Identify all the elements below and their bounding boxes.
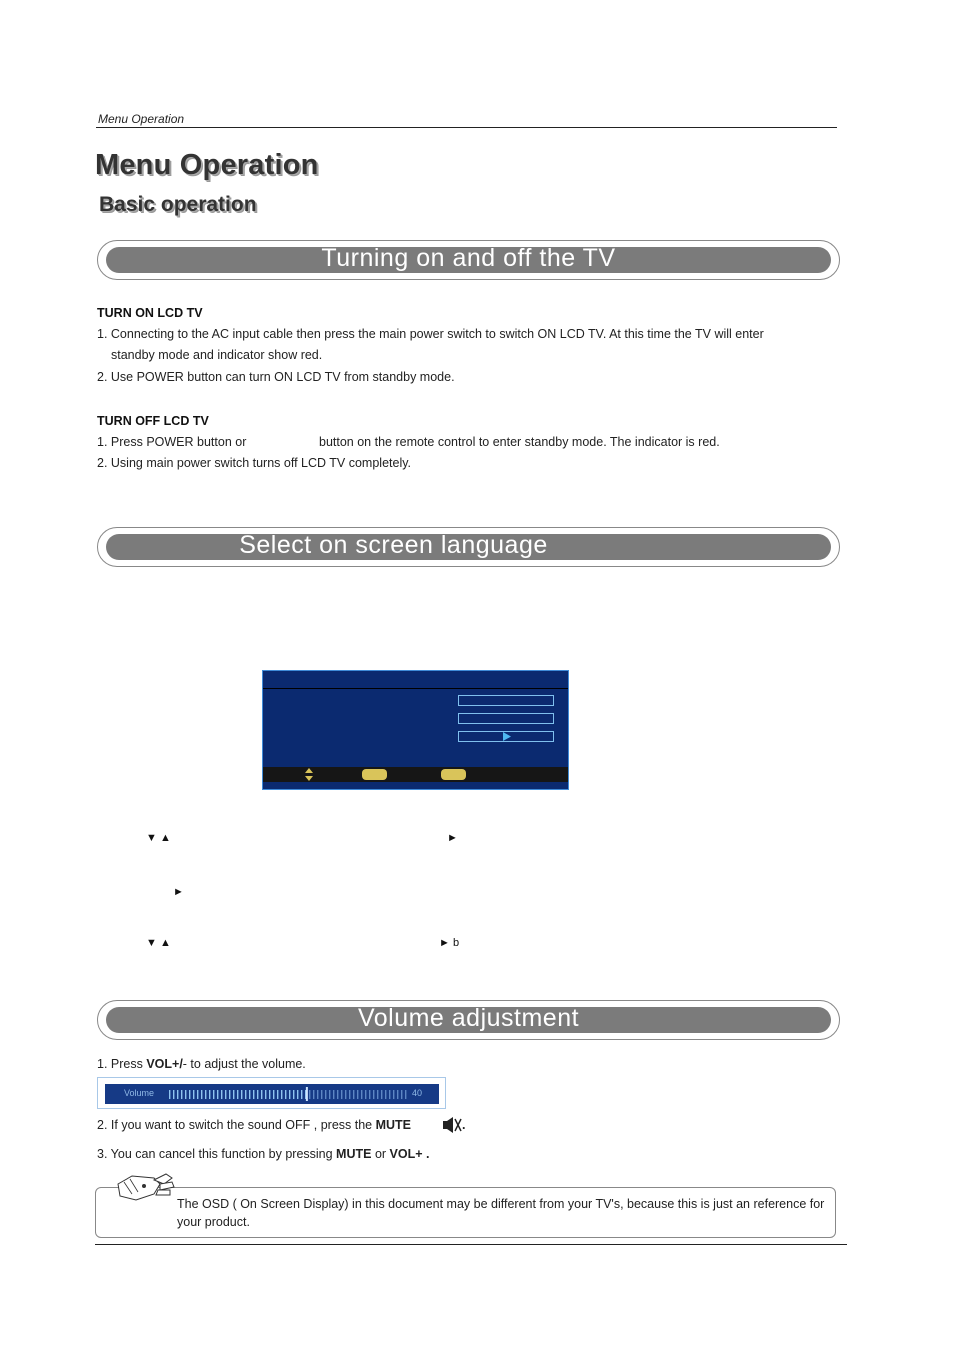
osd-option-box — [458, 713, 554, 724]
volume-tick — [173, 1090, 174, 1099]
volume-tick — [345, 1090, 346, 1099]
volume-tick — [249, 1090, 250, 1099]
page-title: Menu Operation — [95, 149, 319, 181]
volume-tick — [197, 1090, 198, 1099]
volume-tick — [261, 1090, 262, 1099]
volume-tick — [301, 1090, 302, 1099]
volume-tick — [193, 1090, 194, 1099]
volume-step2: 2. If you want to switch the sound OFF , press the MUTE — [97, 1118, 412, 1132]
volume-tick — [401, 1090, 402, 1099]
right-arrow: ► b — [439, 937, 460, 949]
volume-tick — [189, 1090, 190, 1099]
volume-tick — [245, 1090, 246, 1099]
volume-tick — [361, 1090, 362, 1099]
volume-step3: 3. You can cancel this function by pressing MUTE or VOL+ . — [97, 1147, 430, 1161]
volume-osd-label: Volume — [124, 1088, 155, 1098]
volume-tick — [221, 1090, 222, 1099]
volume-tick — [329, 1090, 330, 1099]
volume-tick — [309, 1090, 310, 1099]
turn-off-step1-a: 1. Press POWER button or — [97, 435, 247, 449]
osd-option-box-selected — [458, 731, 554, 742]
volume-tick — [233, 1090, 234, 1099]
volume-tick — [349, 1090, 350, 1099]
volume-tick — [169, 1090, 170, 1099]
osd-header-rule — [263, 688, 568, 689]
volume-tick — [317, 1090, 318, 1099]
volume-tick — [237, 1090, 238, 1099]
volume-tick — [241, 1090, 242, 1099]
volume-tick — [273, 1090, 274, 1099]
down-up-arrows: ▼ ▲ — [146, 832, 171, 844]
volume-osd-value: 40 — [411, 1088, 422, 1098]
turn-on-heading: TURN ON LCD TV — [97, 306, 203, 320]
volume-tick — [369, 1090, 370, 1099]
running-head: Menu Operation — [98, 112, 185, 126]
volume-tick — [337, 1090, 338, 1099]
osd-option-box — [458, 695, 554, 706]
volume-tick — [377, 1090, 378, 1099]
volume-tick — [405, 1090, 406, 1099]
osd-key-icon — [362, 769, 387, 780]
volume-tick — [285, 1090, 286, 1099]
up-down-icon — [305, 768, 313, 781]
note-hand-icon — [114, 1170, 176, 1204]
volume-tick — [297, 1090, 298, 1099]
right-arrow-icon — [502, 732, 512, 741]
volume-tick — [213, 1090, 214, 1099]
volume-tick — [209, 1090, 210, 1099]
turn-off-step1-b: button on the remote control to enter standby mode. The indicator is red. — [319, 435, 720, 449]
down-up-arrows: ▼ ▲ — [146, 937, 171, 949]
right-arrow: ► — [173, 886, 184, 898]
volume-tick — [293, 1090, 294, 1099]
volume-tick — [353, 1090, 354, 1099]
header-rule — [96, 127, 837, 128]
volume-tick — [253, 1090, 254, 1099]
volume-tick — [389, 1090, 390, 1099]
volume-tick — [225, 1090, 226, 1099]
section-banner-power-label: Turning on and off the TV — [321, 244, 616, 272]
osd-footer — [263, 767, 568, 782]
section-banner-language-label: Select on screen language — [239, 531, 548, 559]
note-text: The OSD ( On Screen Display) in this document may be different from your TV's, because this is just an reference for your product. — [177, 1197, 825, 1229]
volume-tick — [385, 1090, 386, 1099]
right-arrow: ► — [447, 832, 458, 844]
volume-osd-screenshot — [97, 1077, 446, 1109]
language-osd-screenshot — [262, 670, 569, 790]
volume-step2-end: . — [462, 1118, 466, 1132]
note-box — [95, 1187, 836, 1238]
volume-tick — [341, 1090, 342, 1099]
volume-tick — [373, 1090, 374, 1099]
volume-tick — [177, 1090, 178, 1099]
section-banner-volume — [97, 1000, 840, 1040]
footer-rule — [95, 1244, 847, 1245]
turn-off-step2: 2. Using main power switch turns off LCD TV completely. — [97, 456, 412, 470]
volume-tick — [257, 1090, 258, 1099]
volume-step1: 1. Press VOL+/- to adjust the volume. — [97, 1057, 306, 1071]
turn-off-heading: TURN OFF LCD TV — [97, 414, 209, 428]
volume-tick — [397, 1090, 398, 1099]
osd-key-icon — [441, 769, 466, 780]
volume-tick — [229, 1090, 230, 1099]
volume-tick — [365, 1090, 366, 1099]
volume-tick — [269, 1090, 270, 1099]
volume-tick — [381, 1090, 382, 1099]
volume-tick — [325, 1090, 326, 1099]
volume-tick — [313, 1090, 314, 1099]
mute-icon — [442, 1116, 462, 1134]
turn-on-step1-line2: standby mode and indicator show red. — [111, 348, 323, 362]
volume-tick — [185, 1090, 186, 1099]
volume-tick — [357, 1090, 358, 1099]
volume-tick — [205, 1090, 206, 1099]
volume-bar — [105, 1084, 439, 1104]
volume-tick — [321, 1090, 322, 1099]
section-banner-language — [97, 527, 840, 567]
volume-tick — [201, 1090, 202, 1099]
section-banner-volume-label: Volume adjustment — [357, 1004, 580, 1032]
volume-tick — [333, 1090, 334, 1099]
volume-tick — [217, 1090, 218, 1099]
volume-tick — [277, 1090, 278, 1099]
volume-level-ticks — [105, 1084, 439, 1104]
volume-tick — [289, 1090, 290, 1099]
section-banner-power — [97, 240, 840, 280]
volume-tick — [281, 1090, 282, 1099]
volume-level-marker — [306, 1087, 308, 1101]
turn-on-step1-line1: 1. Connecting to the AC input cable then press the main power switch to switch ON LCD TV. At this time the TV will enter — [97, 327, 764, 341]
page-subtitle: Basic operation — [99, 193, 257, 216]
volume-tick — [265, 1090, 266, 1099]
volume-tick — [181, 1090, 182, 1099]
volume-tick — [393, 1090, 394, 1099]
turn-on-step2: 2. Use POWER button can turn ON LCD TV from standby mode. — [97, 370, 455, 384]
